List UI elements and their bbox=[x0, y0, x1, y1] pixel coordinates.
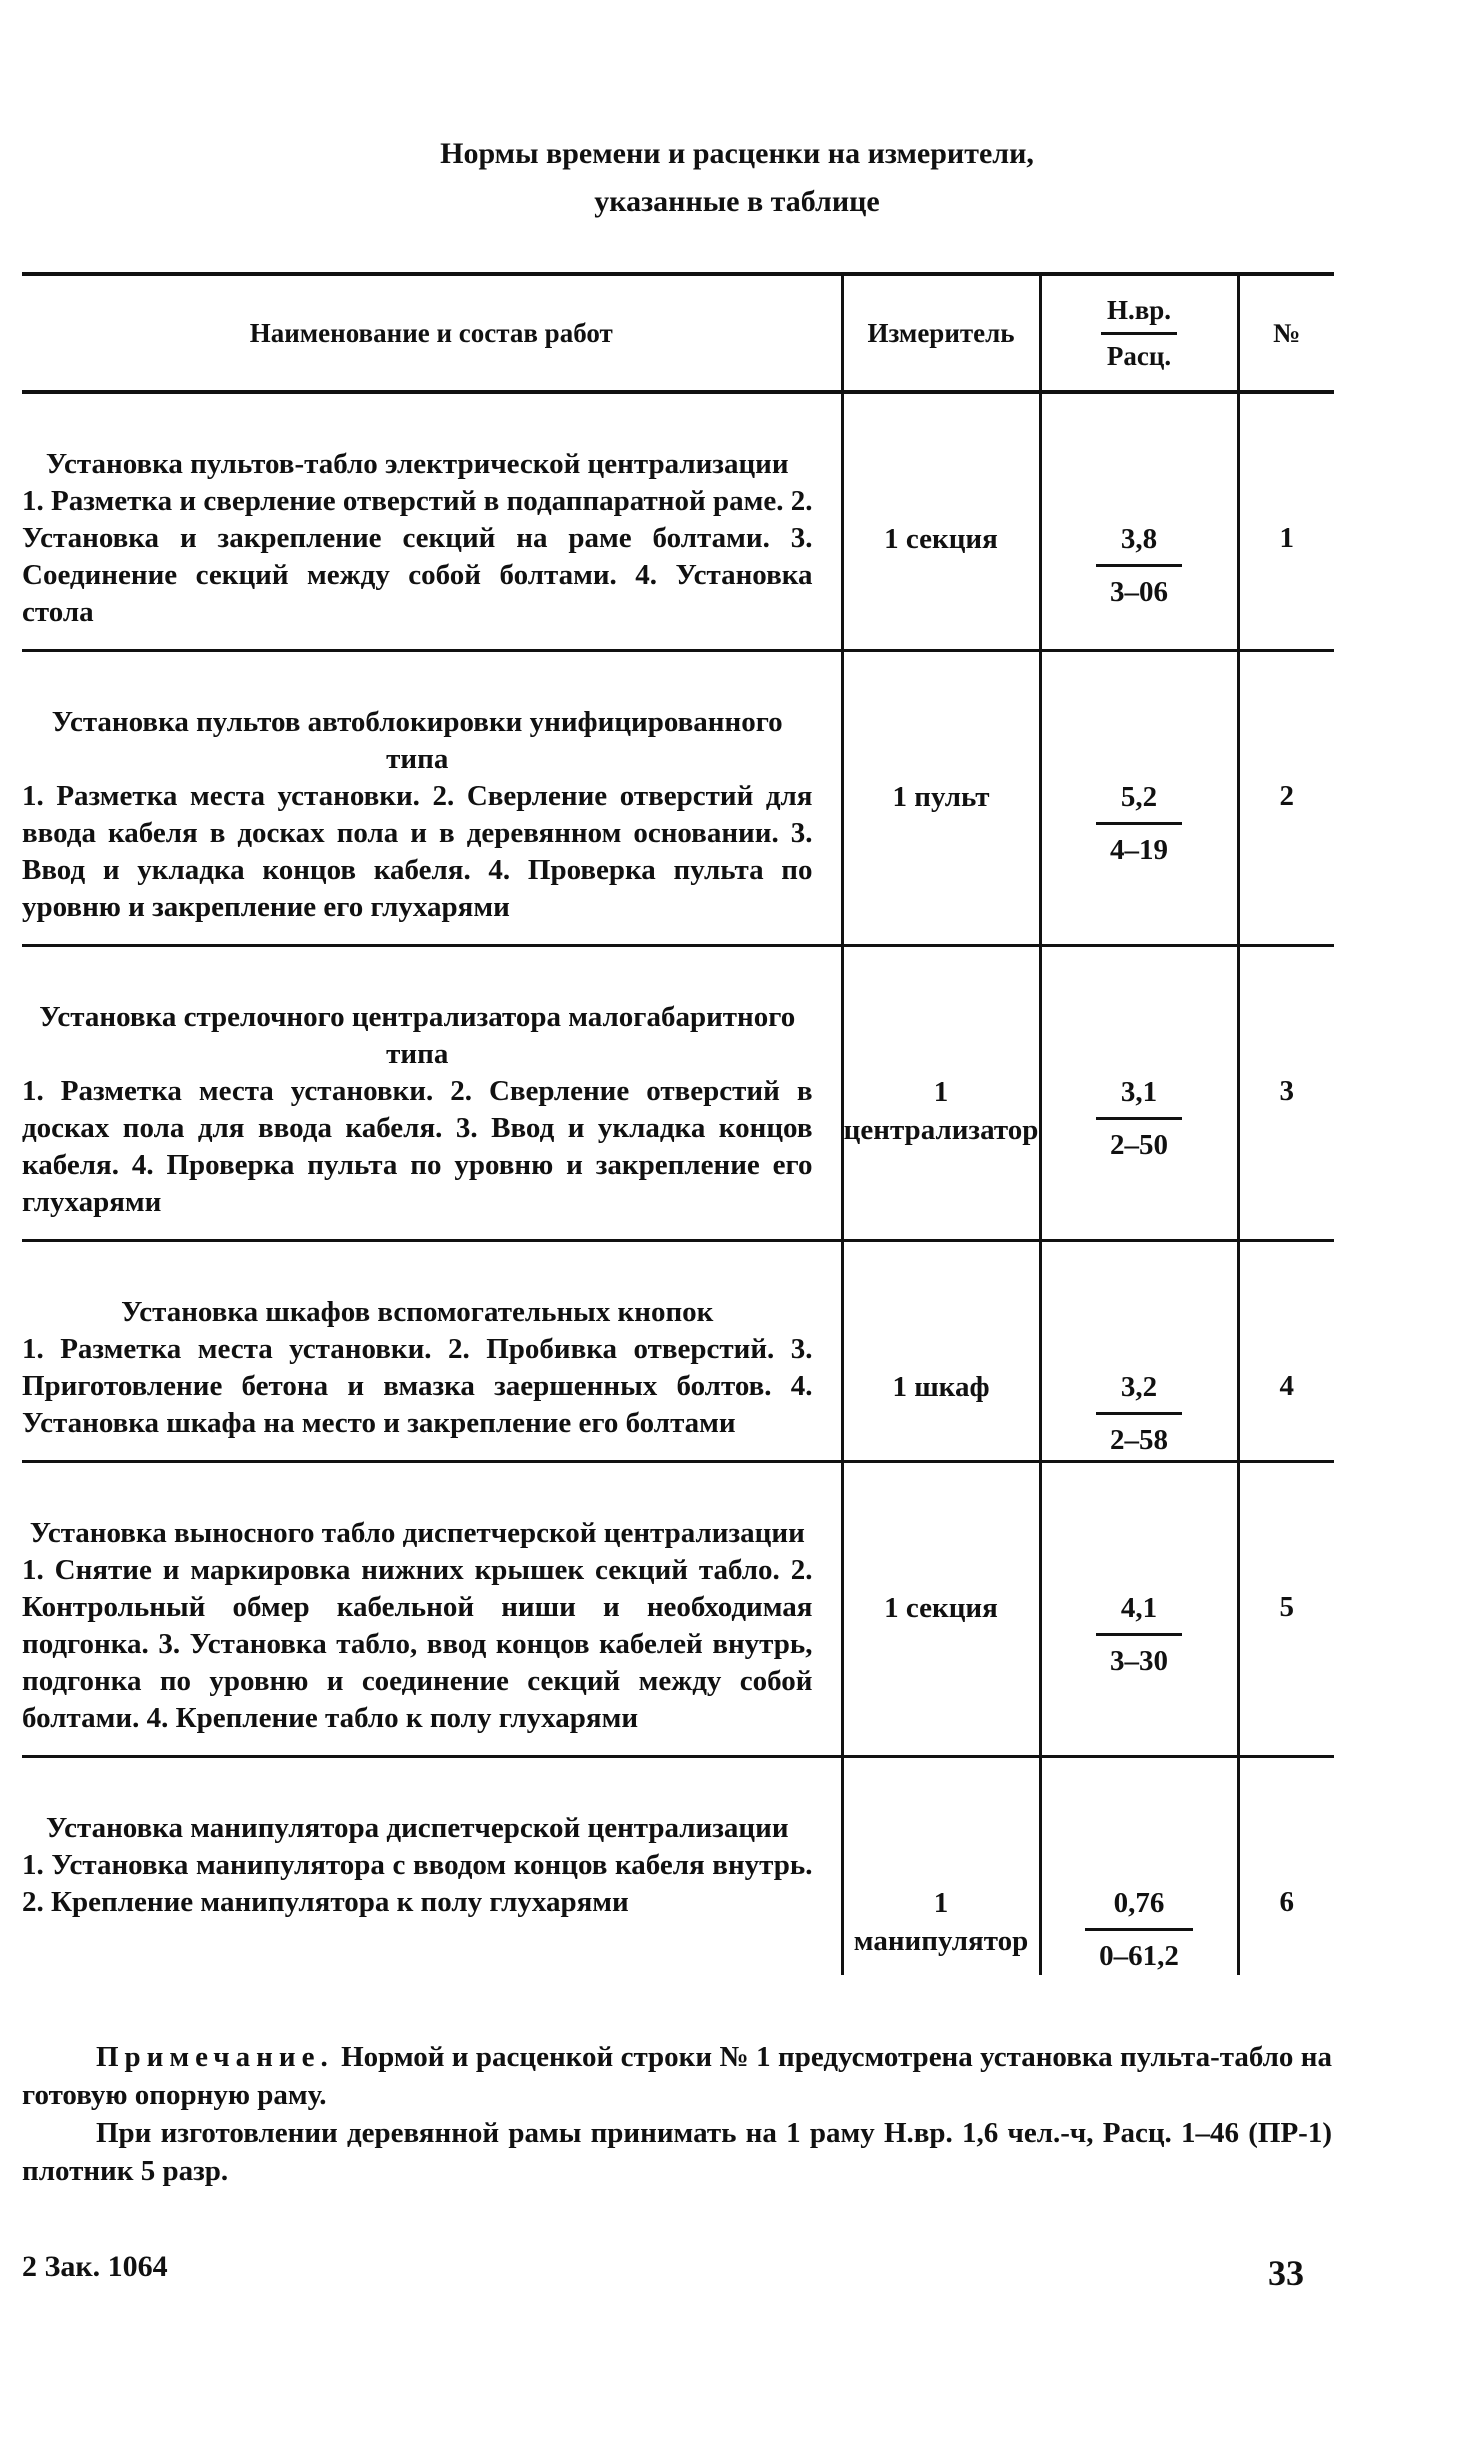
page-number: 33 bbox=[1268, 2253, 1304, 2293]
row-title: Установка манипулятора диспетчерской централизации bbox=[45, 1812, 789, 1844]
row-price: 2–58 bbox=[1110, 1424, 1168, 1456]
row-name-cell bbox=[22, 651, 842, 946]
row-name-cell bbox=[22, 946, 842, 1241]
row-price: 4–19 bbox=[1110, 834, 1168, 866]
row-title: Установка выносного табло диспетчерской централизации bbox=[29, 1517, 805, 1549]
table-row bbox=[22, 651, 1334, 946]
row-body: 1. Разметка места установки. 2. Сверление отверстий для ввода кабеля в досках пола и в деревянном основании. 3. Ввод и укладка концов кабеля. 4. Проверка пульта по уровню и закрепление его глухарями bbox=[22, 780, 813, 923]
note-text-1: Нормой и расценкой строки № 1 предусмотрена установка пульта-табло на готовую опорную раму. bbox=[22, 2041, 1332, 2111]
row-rate-cell bbox=[1040, 946, 1238, 1241]
table-row bbox=[22, 392, 1334, 651]
row-body: 1. Установка манипулятора с вводом концов кабеля внутрь. 2. Крепление манипулятора к полу глухарями bbox=[22, 1849, 813, 1918]
row-title: Установка пультов автоблокировки унифицированного типа bbox=[51, 706, 783, 775]
row-rate-fraction bbox=[1085, 1884, 1193, 1975]
table-row bbox=[22, 1462, 1334, 1757]
page-title bbox=[0, 130, 1474, 226]
row-body: 1. Снятие и маркировка нижних крышек секций табло. 2. Контрольный обмер кабельной ниши и необходимая подгонка. 3. Установка табло, ввод концов кабелей внутрь, подгонка по уровню и соединение секций между собой болтами. 4. Крепление табло к полу глухарями bbox=[22, 1554, 813, 1734]
row-norm: 3,8 bbox=[1096, 520, 1182, 567]
table-row bbox=[22, 1757, 1334, 1976]
row-title: Установка стрелочного централизатора малогабаритного типа bbox=[39, 1001, 796, 1070]
row-number: 3 bbox=[1238, 946, 1334, 1241]
table-header-row bbox=[22, 274, 1334, 392]
row-measure: 1 централизатор bbox=[842, 946, 1040, 1241]
note-label: Примечание. bbox=[96, 2041, 334, 2073]
table-row bbox=[22, 1241, 1334, 1462]
row-body: 1. Разметка и сверление отверстий в подаппаратной раме. 2. Установка и закрепление секций на раме болтами. 3. Соединение секций между собой болтами. 4. Установка стола bbox=[22, 485, 813, 628]
row-rate-fraction bbox=[1096, 778, 1182, 869]
row-rate-cell bbox=[1040, 1757, 1238, 1976]
row-name-cell bbox=[22, 1241, 842, 1462]
row-rate-cell bbox=[1040, 1241, 1238, 1462]
row-rate-fraction bbox=[1096, 1073, 1182, 1164]
order-number: 2 Зак. 1064 bbox=[22, 2250, 168, 2283]
row-title: Установка шкафов вспомогательных кнопок bbox=[121, 1296, 714, 1328]
row-number: 6 bbox=[1238, 1757, 1334, 1976]
header-measure: Измеритель bbox=[842, 274, 1040, 392]
row-measure: 1 шкаф bbox=[842, 1241, 1040, 1462]
norms-table bbox=[22, 272, 1334, 1975]
row-measure: 1 секция bbox=[842, 392, 1040, 651]
note-paragraph-1 bbox=[22, 2038, 1332, 2114]
row-rate-fraction bbox=[1096, 1589, 1182, 1680]
row-measure: 1 манипулятор bbox=[842, 1757, 1040, 1976]
row-price: 3–30 bbox=[1110, 1645, 1168, 1677]
row-number: 4 bbox=[1238, 1241, 1334, 1462]
row-body: 1. Разметка места установки. 2. Пробивка отверстий. 3. Приготовление бетона и вмазка заершенных болтов. 4. Установка шкафа на место и закрепление его болтами bbox=[22, 1333, 813, 1439]
row-rate-fraction bbox=[1096, 520, 1182, 611]
row-price: 0–61,2 bbox=[1099, 1940, 1179, 1972]
title-line-1: Нормы времени и расценки на измерители, bbox=[440, 137, 1034, 170]
row-price: 2–50 bbox=[1110, 1129, 1168, 1161]
norms-table-container bbox=[22, 272, 1334, 1975]
row-norm: 3,2 bbox=[1096, 1368, 1182, 1415]
row-norm: 0,76 bbox=[1085, 1884, 1193, 1931]
row-body: 1. Разметка места установки. 2. Сверление отверстий в досках пола для ввода кабеля. 3. Ввод и укладка концов кабеля. 4. Проверка пульта по уровню и закрепление его глухарями bbox=[22, 1075, 813, 1218]
row-number: 1 bbox=[1238, 392, 1334, 651]
note-block bbox=[22, 2038, 1332, 2190]
row-rate-cell bbox=[1040, 651, 1238, 946]
header-number: № bbox=[1238, 274, 1334, 392]
row-price: 3–06 bbox=[1110, 576, 1168, 608]
header-price: Расц. bbox=[1106, 340, 1172, 371]
row-norm: 4,1 bbox=[1096, 1589, 1182, 1636]
row-rate-fraction bbox=[1096, 1368, 1182, 1459]
row-norm: 3,1 bbox=[1096, 1073, 1182, 1120]
header-name: Наименование и состав работ bbox=[22, 274, 842, 392]
header-rate bbox=[1040, 274, 1238, 392]
row-title: Установка пультов-табло электрической централизации bbox=[45, 448, 789, 480]
row-rate-cell bbox=[1040, 392, 1238, 651]
row-rate-cell bbox=[1040, 1462, 1238, 1757]
row-number: 5 bbox=[1238, 1462, 1334, 1757]
title-line-2: указанные в таблице bbox=[594, 185, 880, 218]
row-name-cell bbox=[22, 1757, 842, 1976]
row-number: 2 bbox=[1238, 651, 1334, 946]
note-paragraph-2: При изготовлении деревянной рамы принимать на 1 раму Н.вр. 1,6 чел.-ч, Расц. 1–46 (ПР-1) плотник 5 разр. bbox=[22, 2117, 1332, 2187]
table-row bbox=[22, 946, 1334, 1241]
row-name-cell bbox=[22, 392, 842, 651]
header-rate-fraction bbox=[1101, 295, 1177, 372]
row-name-cell bbox=[22, 1462, 842, 1757]
row-measure: 1 пульт bbox=[842, 651, 1040, 946]
row-measure: 1 секция bbox=[842, 1462, 1040, 1757]
row-norm: 5,2 bbox=[1096, 778, 1182, 825]
header-norm: Н.вр. bbox=[1101, 295, 1177, 335]
